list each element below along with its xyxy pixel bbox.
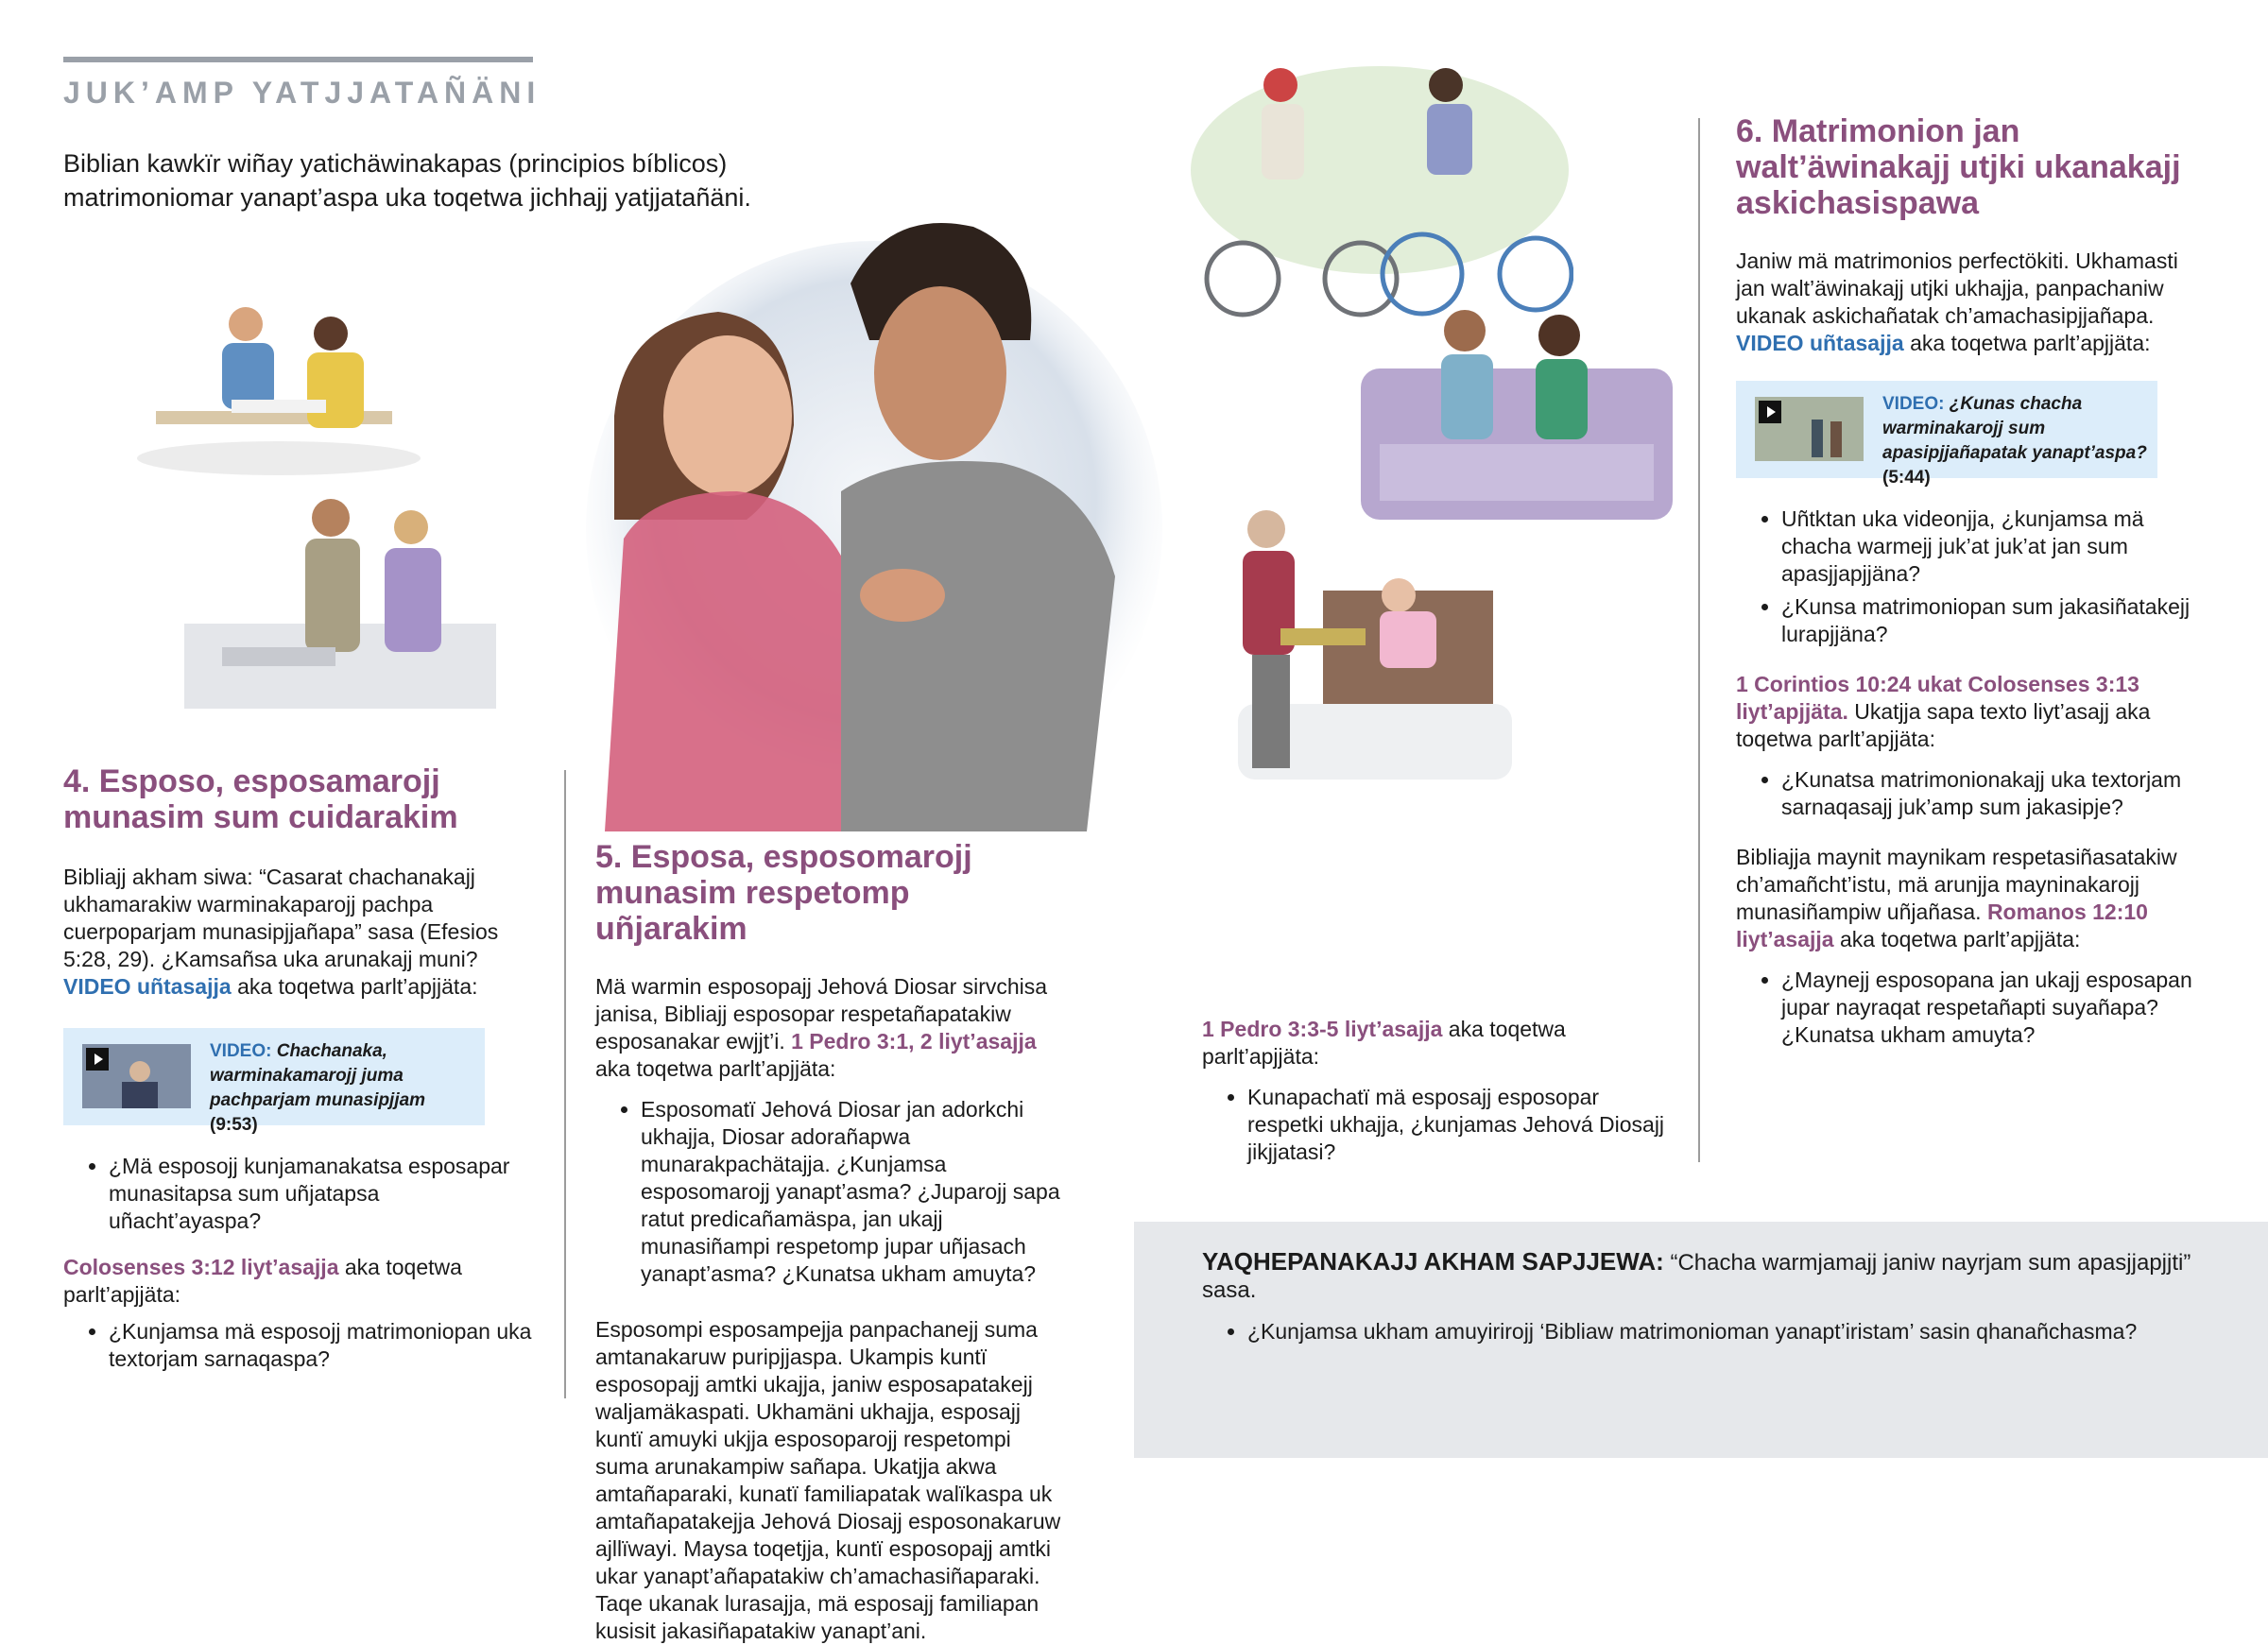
section-4-heading: 4. Esposo, esposamarojj munasim sum cuidarakim [63, 763, 458, 835]
section-6-paragraph: Janiw mä matrimonios perfectökiti. Ukhamasti jan walt’äwinakajj utjki ukhajja, panpachaniw ukanak askichañatak ch’amachasipjjañapa. VIDEO uñtasajja aka toqetwa parlt’apjjäta: [1736, 248, 2178, 355]
section-4-scripture: Colosenses 3:12 liyt’asajja aka toqetwa parlt’apjjäta: [63, 1255, 462, 1307]
section-title: JUK’AMP YATJJATAÑÄNI [63, 76, 541, 110]
couple-reading-illustration [128, 298, 430, 477]
section-4-questions [63, 1153, 536, 1379]
video-thumbnail[interactable] [82, 1044, 191, 1108]
video-thumbnail[interactable] [1755, 397, 1864, 461]
question-bullet: • ¿Maynejj esposopana jan ukajj esposapan jupar nayraqat respetañapti suyañapa? ¿Kunatsa ukham amuyta? [1781, 967, 2208, 1049]
column-divider [564, 770, 566, 1398]
section-5-refs [1202, 1016, 1675, 1172]
speaker-figure [129, 1061, 150, 1082]
couple-holding-hands-illustration [558, 180, 1172, 831]
speaker-suit [122, 1082, 158, 1108]
section-6-scripture: 1 Corintios 10:24 ukat Colosenses 3:13 liyt’apjjäta. Ukatjja sapa texto liyt’asajj aka toqetwa parlt’apjjäta: [1736, 672, 2151, 751]
walking-couple-figure [1830, 421, 1842, 457]
section-6 [1736, 113, 2208, 357]
couple-cycling-illustration [1186, 57, 1573, 321]
section-5-scripture: 1 Pedro 3:3-5 liyt’asajja aka toqetwa parlt’apjjäta: [1202, 1017, 1566, 1069]
play-icon[interactable] [1759, 401, 1781, 423]
question-bullet: • ¿Kunjamsa mä esposojj matrimoniopan uka textorjam sarnaqaspa? [109, 1318, 536, 1373]
section-5-paragraph: Mä warmin esposopajj Jehová Diosar sirvchisa janisa, Bibliajj esposopar respetañapatakiw esposanakar ewjjt’i. 1 Pedro 3:1, 2 liyt’asajja aka toqetwa parlt’apjjäta: [595, 974, 1048, 1081]
section-5 [595, 839, 1068, 1645]
question-bullet: • Esposomatï Jehová Diosar jan adorkchi ukhajja, Diosar adorañapwa munarakpachätajja. ¿Kunjamsa esposomarojj yanapt’asma? ¿Juparojj sapa ratut predicañamäspa, jan ukajj munasiñampi respetomp jupar uñjasach yanapt’asma? ¿Kunatsa ukham amuyta? [641, 1096, 1068, 1288]
section-4-video-card[interactable] [63, 1028, 485, 1135]
question-bullet: • ¿Mä esposojj kunjamanakatsa esposapar munasitapsa sum uñjatapsa uñacht’ayaspa? [109, 1153, 536, 1235]
caring-bedside-illustration [1200, 505, 1531, 808]
question-bullet: • ¿Kunjamsa ukham amuyirirojj ‘Bibliaw matrimonioman yanapt’iristam’ sasin qhanañchasma? [1247, 1318, 2249, 1345]
section-4-video-caption: VIDEO: Chachanaka, warminakamarojj juma pachparjam munasipjjam (9:53) [210, 1041, 426, 1135]
section-5-paragraph-2: Esposompi esposampejja panpachanejj suma amtanakaruw puripjjaspa. Ukampis kuntï esposopajj amtki ukajja, janiw esposapatakejj waljamäkaspati. Ukhamäni ukhajja, esposajj kuntï amuyki ukjja esposoparojj respetompi suma arunakampiw sañapa. Ukatjja akwa amtañaparaki, kunatï familiapatak walïkaspa uk amtañapatakejja Jehová Diosajj esposonakaruw ajllïwayi. Maysa toqetjja, kuntï esposopajj amtki ukar yanapt’añapatakiw ch’amachasiñaparaki. Taqe ukanak lurasajja, mä esposajj familiapan kusisit jakasiñapatakiw yanapt’ani. [595, 1317, 1061, 1643]
title-rule [63, 57, 533, 62]
couple-kitchen-illustration [184, 482, 496, 709]
section-6-video-link[interactable]: VIDEO uñtasajja [1736, 331, 1904, 355]
question-bullet: • Kunapachatï mä esposajj esposopar respetki ukhajja, ¿kunjamas Jehová Diosajj jikjjatasi? [1247, 1084, 1675, 1166]
section-4 [63, 763, 517, 1001]
question-bullet: • Uñtktan uka videonjja, ¿kunjamsa mä chacha warmejj juk’at juk’at jan sum apasjjapjjäna? [1781, 505, 2208, 588]
play-icon[interactable] [86, 1048, 109, 1071]
objection-text: YAQHEPANAKAJJ AKHAM SAPJJEWA: “Chacha warmjamajj janiw nayrjam sum apasjjapjjti” sasa. [1202, 1247, 2191, 1303]
intro-text: Biblian kawkïr wiñay yatichäwinakapas (principios bíblicos) matrimoniomar yanapt’aspa uka toqetwa jichhajj yatjjatañäni. [63, 149, 751, 212]
section-6-paragraph-3: Bibliajja maynit maynikam respetasiñasatakiw ch’amañcht’istu, mä arunjja mayninakarojj munasiñampiw uñjañasa. Romanos 12:10 liyt’asajja aka toqetwa parlt’apjjäta: [1736, 845, 2177, 951]
section-6-heading: 6. Matrimonion jan walt’äwinakajj utjki ukanakajj askichasispawa [1736, 113, 2181, 221]
section-6-questions [1736, 505, 2208, 1054]
objection-box [1134, 1222, 2268, 1458]
question-bullet: • ¿Kunsa matrimoniopan sum jakasiñatakejj lurapjjäna? [1781, 593, 2208, 648]
walking-couple-figure [1812, 420, 1823, 457]
section-4-video-link[interactable]: VIDEO uñtasajja [63, 974, 232, 999]
section-6-video-caption: VIDEO: ¿Kunas chacha warminakarojj sum apasipjjañapatak yanapt’aspa? (5:44) [1882, 394, 2147, 488]
question-bullet: • ¿Kunatsa matrimonionakajj uka textorjam sarnaqasajj juk’amp sum jakasipje? [1781, 766, 2208, 821]
section-6-video-card[interactable] [1736, 381, 2157, 488]
section-4-paragraph: Bibliajj akham siwa: “Casarat chachanakajj ukhamarakiw warminakaparojj pachpa cuerpoparjam munasipjjañapa” sasa (Efesios 5:28, 29). ¿Kamsañsa uka arunakajj muni? VIDEO uñtasajja aka toqetwa parlt’apjjäta: [63, 865, 499, 999]
column-divider [1698, 118, 1700, 1162]
section-5-heading: 5. Esposa, esposomarojj munasim respetomp uñjarakim [595, 839, 972, 947]
